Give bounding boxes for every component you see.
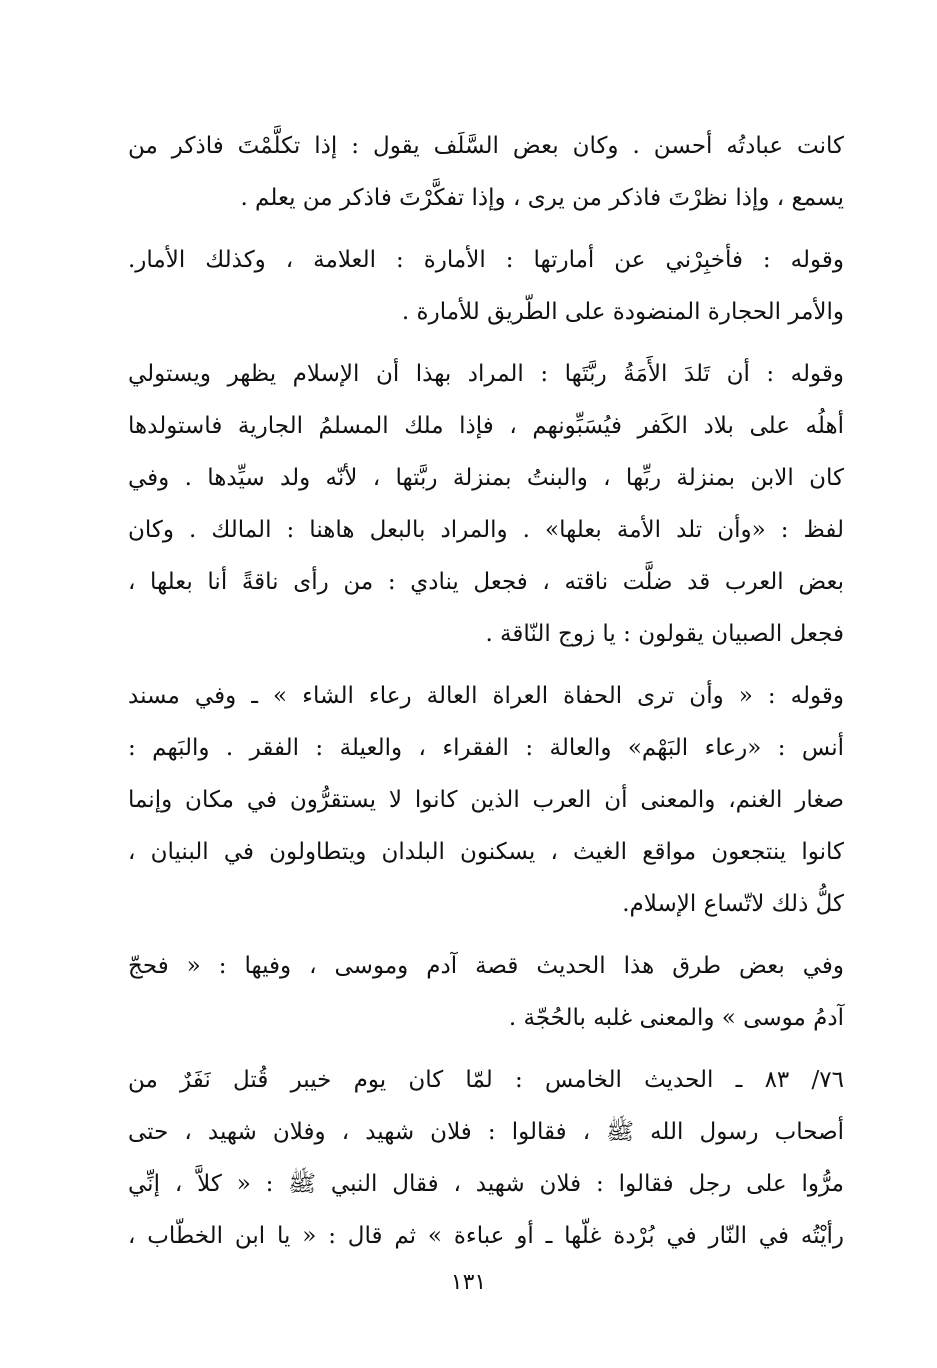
text-line: أهلُه على بلاد الكَفر فيُسَبِّونهم ، فإذا ملك المسلمُ الجارية فاستولدها: [128, 413, 844, 439]
paragraph: [128, 234, 844, 338]
paragraph: [128, 670, 844, 930]
paragraph: [128, 120, 844, 224]
page-body: [128, 120, 844, 1272]
text-line: أنس : «رعاء البَهْم» والعالة : الفقراء ، والعيلة : الفقر . والبَهم :: [128, 735, 844, 761]
text-line: كان الابن بمنزلة ربِّها ، والبنتُ بمنزلة ربَّتها ، لأنّه ولد سيِّدها . وفي: [128, 465, 844, 491]
text-line: والأمر الحجارة المنضودة على الطّريق للأمارة .: [401, 299, 844, 325]
text-line: بعض العرب قد ضلَّت ناقته ، فجعل ينادي : من رأى ناقةً أنا بعلها ،: [128, 569, 844, 595]
text-line: وقوله : أن تَلدَ الأَمَةُ ربَّتَها : المراد بهذا أن الإسلام يظهر ويستولي: [128, 361, 844, 387]
text-line: وقوله : فأخبِرْني عن أمارتها : الأمارة : العلامة ، وكذلك الأمار.: [128, 247, 844, 273]
text-line: صغار الغنم، والمعنى أن العرب الذين كانوا لا يستقرُّون في مكان وإنما: [128, 787, 844, 813]
text-line: لفظ : «وأن تلد الأمة بعلها» . والمراد بالبعل هاهنا : المالك . وكان: [128, 517, 844, 543]
text-line: مرُّوا على رجل فقالوا : فلان شهيد ، فقال النبي ﷺ : « كلاَّ ، إنِّي: [128, 1171, 844, 1197]
text-line: كانت عبادتُه أحسن . وكان بعض السَّلَف يقول : إذا تكلَّمْتَ فاذكر من: [128, 133, 844, 159]
paragraph: [128, 348, 844, 660]
text-line: أصحاب رسول الله ﷺ ، فقالوا : فلان شهيد ، وفلان شهيد ، حتى: [128, 1119, 844, 1145]
paragraph: [128, 1054, 844, 1262]
text-line: آدمُ موسى » والمعنى غلبه بالحُجّة .: [508, 1005, 844, 1031]
paragraph: [128, 940, 844, 1044]
text-line: فجعل الصبيان يقولون : يا زوج النّاقة .: [485, 621, 844, 647]
text-line: كانوا ينتجعون مواقع الغيث ، يسكنون البلدان ويتطاولون في البنيان ،: [128, 839, 844, 865]
text-line: يسمع ، وإذا نظرْتَ فاذكر من يرى ، وإذا تفكَّرْتَ فاذكر من يعلم .: [240, 185, 844, 211]
text-line: رأيْتُه في النّار في بُرْدة غلّها ـ أو عباءة » ثم قال : « يا ابن الخطّاب ،: [128, 1223, 844, 1249]
text-line: وقوله : « وأن ترى الحفاة العراة العالة رعاء الشاء » ـ وفي مسند: [128, 683, 844, 709]
page-number: ١٣١: [450, 1270, 487, 1295]
text-line: كلُّ ذلك لاتّساع الإسلام.: [622, 891, 844, 917]
text-line: وفي بعض طرق هذا الحديث قصة آدم وموسى ، وفيها : « فحجّ: [128, 953, 844, 979]
text-line: ٧٦/ ٨٣ ـ الحديث الخامس : لمّا كان يوم خيبر قُتل نَفَرٌ من: [128, 1067, 844, 1093]
